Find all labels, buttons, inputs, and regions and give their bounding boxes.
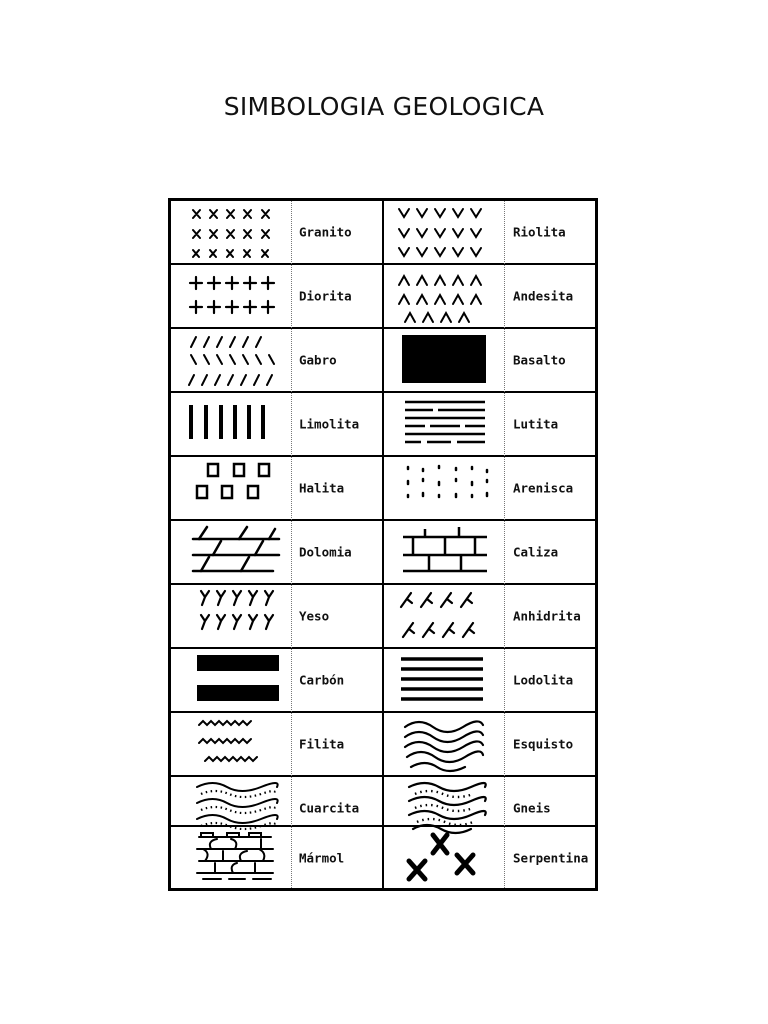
anhidrita-symbol	[383, 585, 503, 647]
rock-name-lutita: Lutita	[513, 416, 559, 432]
rock-name-granito: Granito	[299, 224, 352, 240]
basalto-symbol	[383, 329, 503, 391]
arenisca-symbol	[383, 457, 503, 519]
halita-symbol	[171, 457, 289, 519]
riolita-symbol	[383, 201, 503, 263]
rock-name-halita: Halita	[299, 480, 345, 496]
andesita-symbol	[383, 265, 503, 327]
rock-name-gabro: Gabro	[299, 352, 337, 368]
filita-symbol	[171, 713, 289, 775]
dolomia-symbol	[171, 521, 289, 583]
rock-name-andesita: Andesita	[513, 288, 574, 304]
rock-name-cuarcita: Cuarcita	[299, 800, 360, 816]
marmol-symbol	[171, 827, 289, 889]
rock-name-carbon: Carbón	[299, 672, 345, 688]
rock-name-serpentina: Serpentina	[513, 850, 589, 866]
serpentina-symbol	[383, 827, 503, 889]
rock-name-dolomia: Dolomia	[299, 544, 352, 560]
legend-table	[168, 198, 598, 891]
rock-name-lodolita: Lodolita	[513, 672, 574, 688]
rock-name-diorita: Diorita	[299, 288, 352, 304]
rock-name-riolita: Riolita	[513, 224, 566, 240]
rock-name-arenisca: Arenisca	[513, 480, 574, 496]
rock-name-basalto: Basalto	[513, 352, 566, 368]
gabro-symbol	[171, 329, 289, 391]
limolita-symbol	[171, 393, 289, 455]
rock-name-limolita: Limolita	[299, 416, 360, 432]
granito-symbol	[171, 201, 289, 263]
lodolita-symbol	[383, 649, 503, 711]
rock-name-yeso: Yeso	[299, 608, 330, 624]
caliza-symbol	[383, 521, 503, 583]
diorita-symbol	[171, 265, 289, 327]
rock-name-esquisto: Esquisto	[513, 736, 574, 752]
yeso-symbol	[171, 585, 289, 647]
column-separator	[291, 201, 292, 888]
rock-name-marmol: Mármol	[299, 850, 345, 866]
carbon-symbol	[171, 649, 289, 711]
rock-name-caliza: Caliza	[513, 544, 559, 560]
lutita-symbol	[383, 393, 503, 455]
esquisto-symbol	[383, 713, 503, 775]
column-separator	[504, 201, 505, 888]
rock-name-gneis: Gneis	[513, 800, 551, 816]
page-title: SIMBOLOGIA GEOLOGICA	[223, 92, 545, 121]
rock-name-anhidrita: Anhidrita	[513, 608, 581, 624]
rock-name-filita: Filita	[299, 736, 345, 752]
column-divider	[382, 201, 384, 888]
